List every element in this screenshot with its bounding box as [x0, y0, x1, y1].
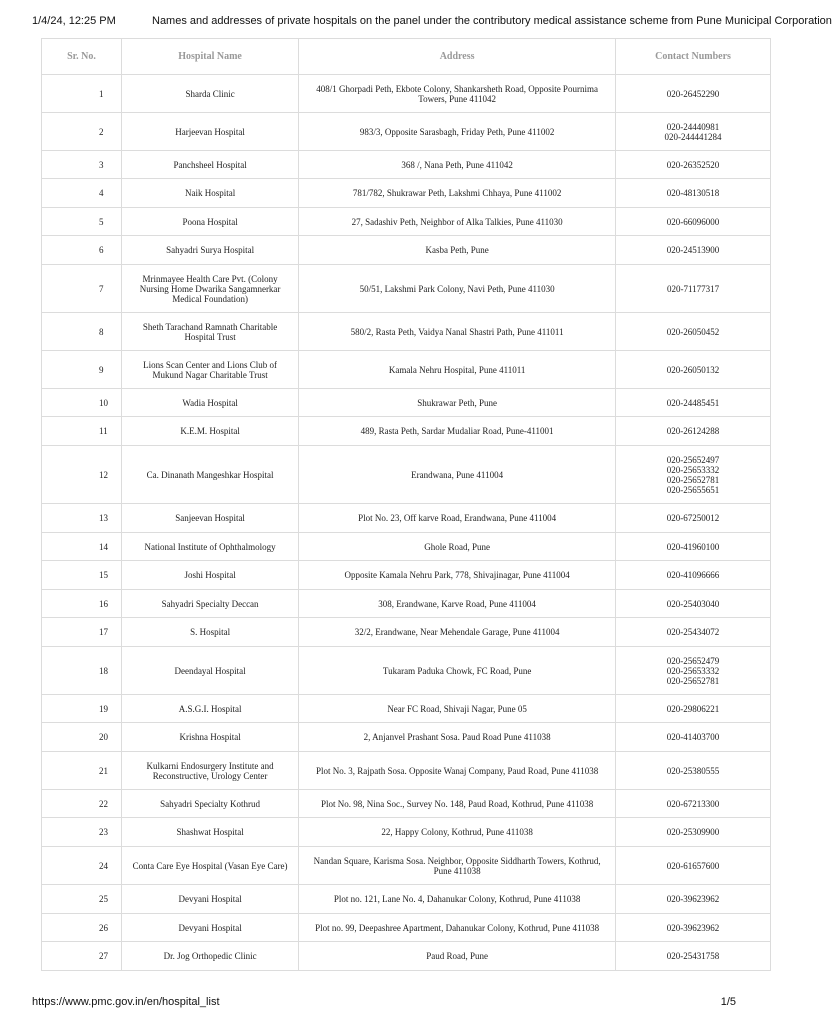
cell-hospital-name: Sahyadri Specialty Deccan [121, 590, 298, 618]
cell-contact-numbers [616, 695, 771, 723]
contact-number: 020-24440981 [666, 121, 720, 132]
cell-contact-numbers [616, 618, 771, 647]
cell-address: Opposite Kamala Nehru Park, 778, Shivajinagar, Pune 411004 [299, 561, 616, 590]
contact-number: 020-25652781 [666, 474, 720, 485]
cell-sr-no: 26 [42, 914, 122, 942]
cell-address: 308, Erandwane, Karve Road, Pune 411004 [299, 590, 616, 618]
contact-number: 020-66096000 [666, 216, 720, 227]
cell-sr-no: 3 [42, 151, 122, 179]
contact-number: 020-48130518 [666, 188, 720, 198]
cell-address: Plot No. 98, Nina Soc., Survey No. 148, Paud Road, Kothrud, Pune 411038 [299, 790, 616, 818]
cell-contact-numbers [616, 313, 771, 351]
table-row [42, 236, 771, 265]
table-header-row [42, 39, 771, 75]
cell-contact-numbers [616, 847, 771, 885]
cell-hospital-name: Devyani Hospital [121, 885, 298, 914]
cell-sr-no: 1 [42, 75, 122, 113]
contact-number: 020-41960100 [666, 541, 720, 552]
contact-number: 020-41403700 [666, 732, 720, 742]
page-url: https://www.pmc.gov.in/en/hospital_list [32, 996, 220, 1008]
cell-hospital-name: Panchsheel Hospital [121, 151, 298, 179]
cell-hospital-name: Sheth Tarachand Ramnath Charitable Hospital Trust [121, 313, 298, 351]
col-header-address: Address [299, 39, 616, 75]
cell-address: Nandan Square, Karisma Sosa. Neighbor, Opposite Siddharth Towers, Kothrud, Pune 411038 [299, 847, 616, 885]
cell-address: 50/51, Lakshmi Park Colony, Navi Peth, Pune 411030 [299, 265, 616, 313]
cell-contact-numbers [616, 647, 771, 695]
cell-contact-numbers [616, 389, 771, 417]
cell-sr-no: 13 [42, 504, 122, 533]
contact-number: 020-25652479 [666, 655, 720, 666]
cell-hospital-name: Lions Scan Center and Lions Club of Mukund Nagar Charitable Trust [121, 351, 298, 389]
table-row [42, 818, 771, 847]
col-header-sr-no: Sr. No. [42, 39, 122, 75]
cell-hospital-name: Ca. Dinanath Mangeshkar Hospital [121, 446, 298, 504]
table-row [42, 208, 771, 236]
cell-sr-no: 18 [42, 647, 122, 695]
hospital-table-container [41, 38, 733, 972]
cell-sr-no: 19 [42, 695, 122, 723]
contact-number: 020-26050452 [666, 326, 720, 337]
cell-address: 22, Happy Colony, Kothrud, Pune 411038 [299, 818, 616, 847]
cell-contact-numbers [616, 533, 771, 561]
table-row [42, 752, 771, 790]
cell-contact-numbers [616, 561, 771, 590]
table-row [42, 389, 771, 417]
contact-number: 020-25653332 [666, 464, 720, 475]
contact-number: 020-39623962 [666, 894, 720, 904]
contact-number: 020-24485451 [666, 397, 720, 408]
cell-address: 580/2, Rasta Peth, Vaidya Nanal Shastri Path, Pune 411011 [299, 313, 616, 351]
cell-sr-no: 9 [42, 351, 122, 389]
cell-address: 983/3, Opposite Sarasbagh, Friday Peth, Pune 411002 [299, 113, 616, 151]
cell-contact-numbers [616, 151, 771, 179]
contact-number: 020-25403040 [666, 598, 720, 609]
table-row [42, 179, 771, 208]
cell-hospital-name: National Institute of Ophthalmology [121, 533, 298, 561]
cell-address: 2, Anjanvel Prashant Sosa. Paud Road Pune 411038 [299, 723, 616, 752]
contact-number: 020-26124288 [666, 426, 720, 436]
cell-contact-numbers [616, 790, 771, 818]
contact-number: 020-25434072 [666, 627, 720, 637]
table-row [42, 618, 771, 647]
cell-contact-numbers [616, 752, 771, 790]
cell-hospital-name: Joshi Hospital [121, 561, 298, 590]
cell-hospital-name: Devyani Hospital [121, 914, 298, 942]
table-row [42, 151, 771, 179]
contact-number: 020-26452290 [666, 88, 720, 99]
table-row [42, 351, 771, 389]
cell-hospital-name: Harjeevan Hospital [121, 113, 298, 151]
table-row [42, 561, 771, 590]
contact-number: 020-25309900 [666, 827, 720, 837]
table-row [42, 265, 771, 313]
cell-address: 32/2, Erandwane, Near Mehendale Garage, Pune 411004 [299, 618, 616, 647]
cell-hospital-name: Conta Care Eye Hospital (Vasan Eye Care) [121, 847, 298, 885]
cell-hospital-name: Naik Hospital [121, 179, 298, 208]
contact-number: 020-39623962 [666, 922, 720, 933]
cell-sr-no: 14 [42, 533, 122, 561]
cell-hospital-name: Sharda Clinic [121, 75, 298, 113]
cell-contact-numbers [616, 914, 771, 942]
contact-number: 020-25655651 [666, 484, 720, 495]
cell-address: Shukrawar Peth, Pune [299, 389, 616, 417]
cell-sr-no: 27 [42, 942, 122, 971]
cell-sr-no: 7 [42, 265, 122, 313]
contact-number: 020-41096666 [666, 570, 720, 580]
cell-hospital-name: Mrinmayee Health Care Pvt. (Colony Nursing Home Dwarika Sangamnerkar Medical Foundation) [121, 265, 298, 313]
cell-sr-no: 16 [42, 590, 122, 618]
cell-contact-numbers [616, 723, 771, 752]
table-row [42, 942, 771, 971]
contact-number: 020-26352520 [666, 159, 720, 170]
hospital-table [41, 38, 771, 971]
cell-contact-numbers [616, 179, 771, 208]
cell-contact-numbers [616, 208, 771, 236]
table-row [42, 113, 771, 151]
cell-address: 489, Rasta Peth, Sardar Mudaliar Road, Pune-411001 [299, 417, 616, 446]
cell-sr-no: 23 [42, 818, 122, 847]
cell-sr-no: 10 [42, 389, 122, 417]
cell-sr-no: 4 [42, 179, 122, 208]
contact-number: 020-25653332 [666, 665, 720, 676]
cell-contact-numbers [616, 417, 771, 446]
cell-address: 781/782, Shukrawar Peth, Lakshmi Chhaya, Pune 411002 [299, 179, 616, 208]
cell-hospital-name: Deendayal Hospital [121, 647, 298, 695]
cell-contact-numbers [616, 590, 771, 618]
cell-hospital-name: S. Hospital [121, 618, 298, 647]
cell-sr-no: 12 [42, 446, 122, 504]
page-number: 1/5 [720, 996, 736, 1008]
cell-hospital-name: Wadia Hospital [121, 389, 298, 417]
cell-hospital-name: Kulkarni Endosurgery Institute and Reconstructive, Urology Center [121, 752, 298, 790]
cell-sr-no: 17 [42, 618, 122, 647]
contact-number: 020-244441284 [664, 131, 722, 142]
print-datetime: 1/4/24, 12:25 PM [32, 15, 116, 27]
contact-number: 020-71177317 [666, 283, 720, 294]
table-row [42, 446, 771, 504]
cell-contact-numbers [616, 942, 771, 971]
contact-number: 020-24513900 [666, 245, 720, 255]
cell-address: Erandwana, Pune 411004 [299, 446, 616, 504]
contact-number: 020-29806221 [666, 703, 720, 714]
contact-number: 020-25431758 [666, 951, 720, 961]
cell-hospital-name: Sahyadri Specialty Kothrud [121, 790, 298, 818]
cell-address: Plot No. 3, Rajpath Sosa. Opposite Wanaj Company, Paud Road, Pune 411038 [299, 752, 616, 790]
table-row [42, 723, 771, 752]
cell-contact-numbers [616, 818, 771, 847]
cell-contact-numbers [616, 265, 771, 313]
cell-contact-numbers [616, 351, 771, 389]
page-title: Names and addresses of private hospitals on the panel under the contributory medical assistance scheme from Pune Municipal Corporation [152, 15, 832, 27]
table-row [42, 590, 771, 618]
cell-hospital-name: Sanjeevan Hospital [121, 504, 298, 533]
contact-number: 020-61657600 [666, 860, 720, 871]
cell-contact-numbers [616, 885, 771, 914]
cell-sr-no: 20 [42, 723, 122, 752]
contact-number: 020-25652497 [666, 454, 720, 465]
cell-hospital-name: Dr. Jog Orthopedic Clinic [121, 942, 298, 971]
table-row [42, 695, 771, 723]
cell-address: 27, Sadashiv Peth, Neighbor of Alka Talkies, Pune 411030 [299, 208, 616, 236]
cell-sr-no: 11 [42, 417, 122, 446]
table-row [42, 847, 771, 885]
cell-sr-no: 5 [42, 208, 122, 236]
col-header-contact-numbers: Contact Numbers [616, 39, 771, 75]
table-row [42, 790, 771, 818]
cell-address: Plot No. 23, Off karve Road, Erandwana, Pune 411004 [299, 504, 616, 533]
table-row [42, 647, 771, 695]
cell-sr-no: 15 [42, 561, 122, 590]
cell-address: Tukaram Paduka Chowk, FC Road, Pune [299, 647, 616, 695]
cell-hospital-name: Shashwat Hospital [121, 818, 298, 847]
contact-number: 020-25380555 [666, 765, 720, 776]
table-row [42, 417, 771, 446]
contact-number: 020-25652781 [666, 675, 720, 686]
table-row [42, 885, 771, 914]
cell-address: 368 /, Nana Peth, Pune 411042 [299, 151, 616, 179]
cell-address: Ghole Road, Pune [299, 533, 616, 561]
cell-contact-numbers [616, 113, 771, 151]
cell-sr-no: 22 [42, 790, 122, 818]
cell-contact-numbers [616, 75, 771, 113]
cell-hospital-name: K.E.M. Hospital [121, 417, 298, 446]
col-header-hospital-name: Hospital Name [121, 39, 298, 75]
cell-sr-no: 2 [42, 113, 122, 151]
cell-address: Paud Road, Pune [299, 942, 616, 971]
cell-sr-no: 6 [42, 236, 122, 265]
cell-address: 408/1 Ghorpadi Peth, Ekbote Colony, Shankarsheth Road, Opposite Pournima Towers, Pune 411042 [299, 75, 616, 113]
table-row [42, 313, 771, 351]
table-row [42, 914, 771, 942]
cell-hospital-name: Krishna Hospital [121, 723, 298, 752]
cell-address: Plot no. 99, Deepashree Apartment, Dahanukar Colony, Kothrud, Pune 411038 [299, 914, 616, 942]
cell-hospital-name: Sahyadri Surya Hospital [121, 236, 298, 265]
table-row [42, 533, 771, 561]
cell-sr-no: 8 [42, 313, 122, 351]
cell-sr-no: 24 [42, 847, 122, 885]
contact-number: 020-67250012 [666, 513, 720, 523]
cell-address: Near FC Road, Shivaji Nagar, Pune 05 [299, 695, 616, 723]
cell-address: Kamala Nehru Hospital, Pune 411011 [299, 351, 616, 389]
cell-contact-numbers [616, 446, 771, 504]
table-row [42, 504, 771, 533]
cell-contact-numbers [616, 236, 771, 265]
contact-number: 020-26050132 [666, 364, 720, 375]
cell-hospital-name: A.S.G.I. Hospital [121, 695, 298, 723]
cell-address: Kasba Peth, Pune [299, 236, 616, 265]
cell-hospital-name: Poona Hospital [121, 208, 298, 236]
contact-number: 020-67213300 [666, 798, 720, 809]
cell-sr-no: 21 [42, 752, 122, 790]
table-body [42, 75, 771, 971]
cell-sr-no: 25 [42, 885, 122, 914]
cell-address: Plot no. 121, Lane No. 4, Dahanukar Colony, Kothrud, Pune 411038 [299, 885, 616, 914]
cell-contact-numbers [616, 504, 771, 533]
table-row [42, 75, 771, 113]
